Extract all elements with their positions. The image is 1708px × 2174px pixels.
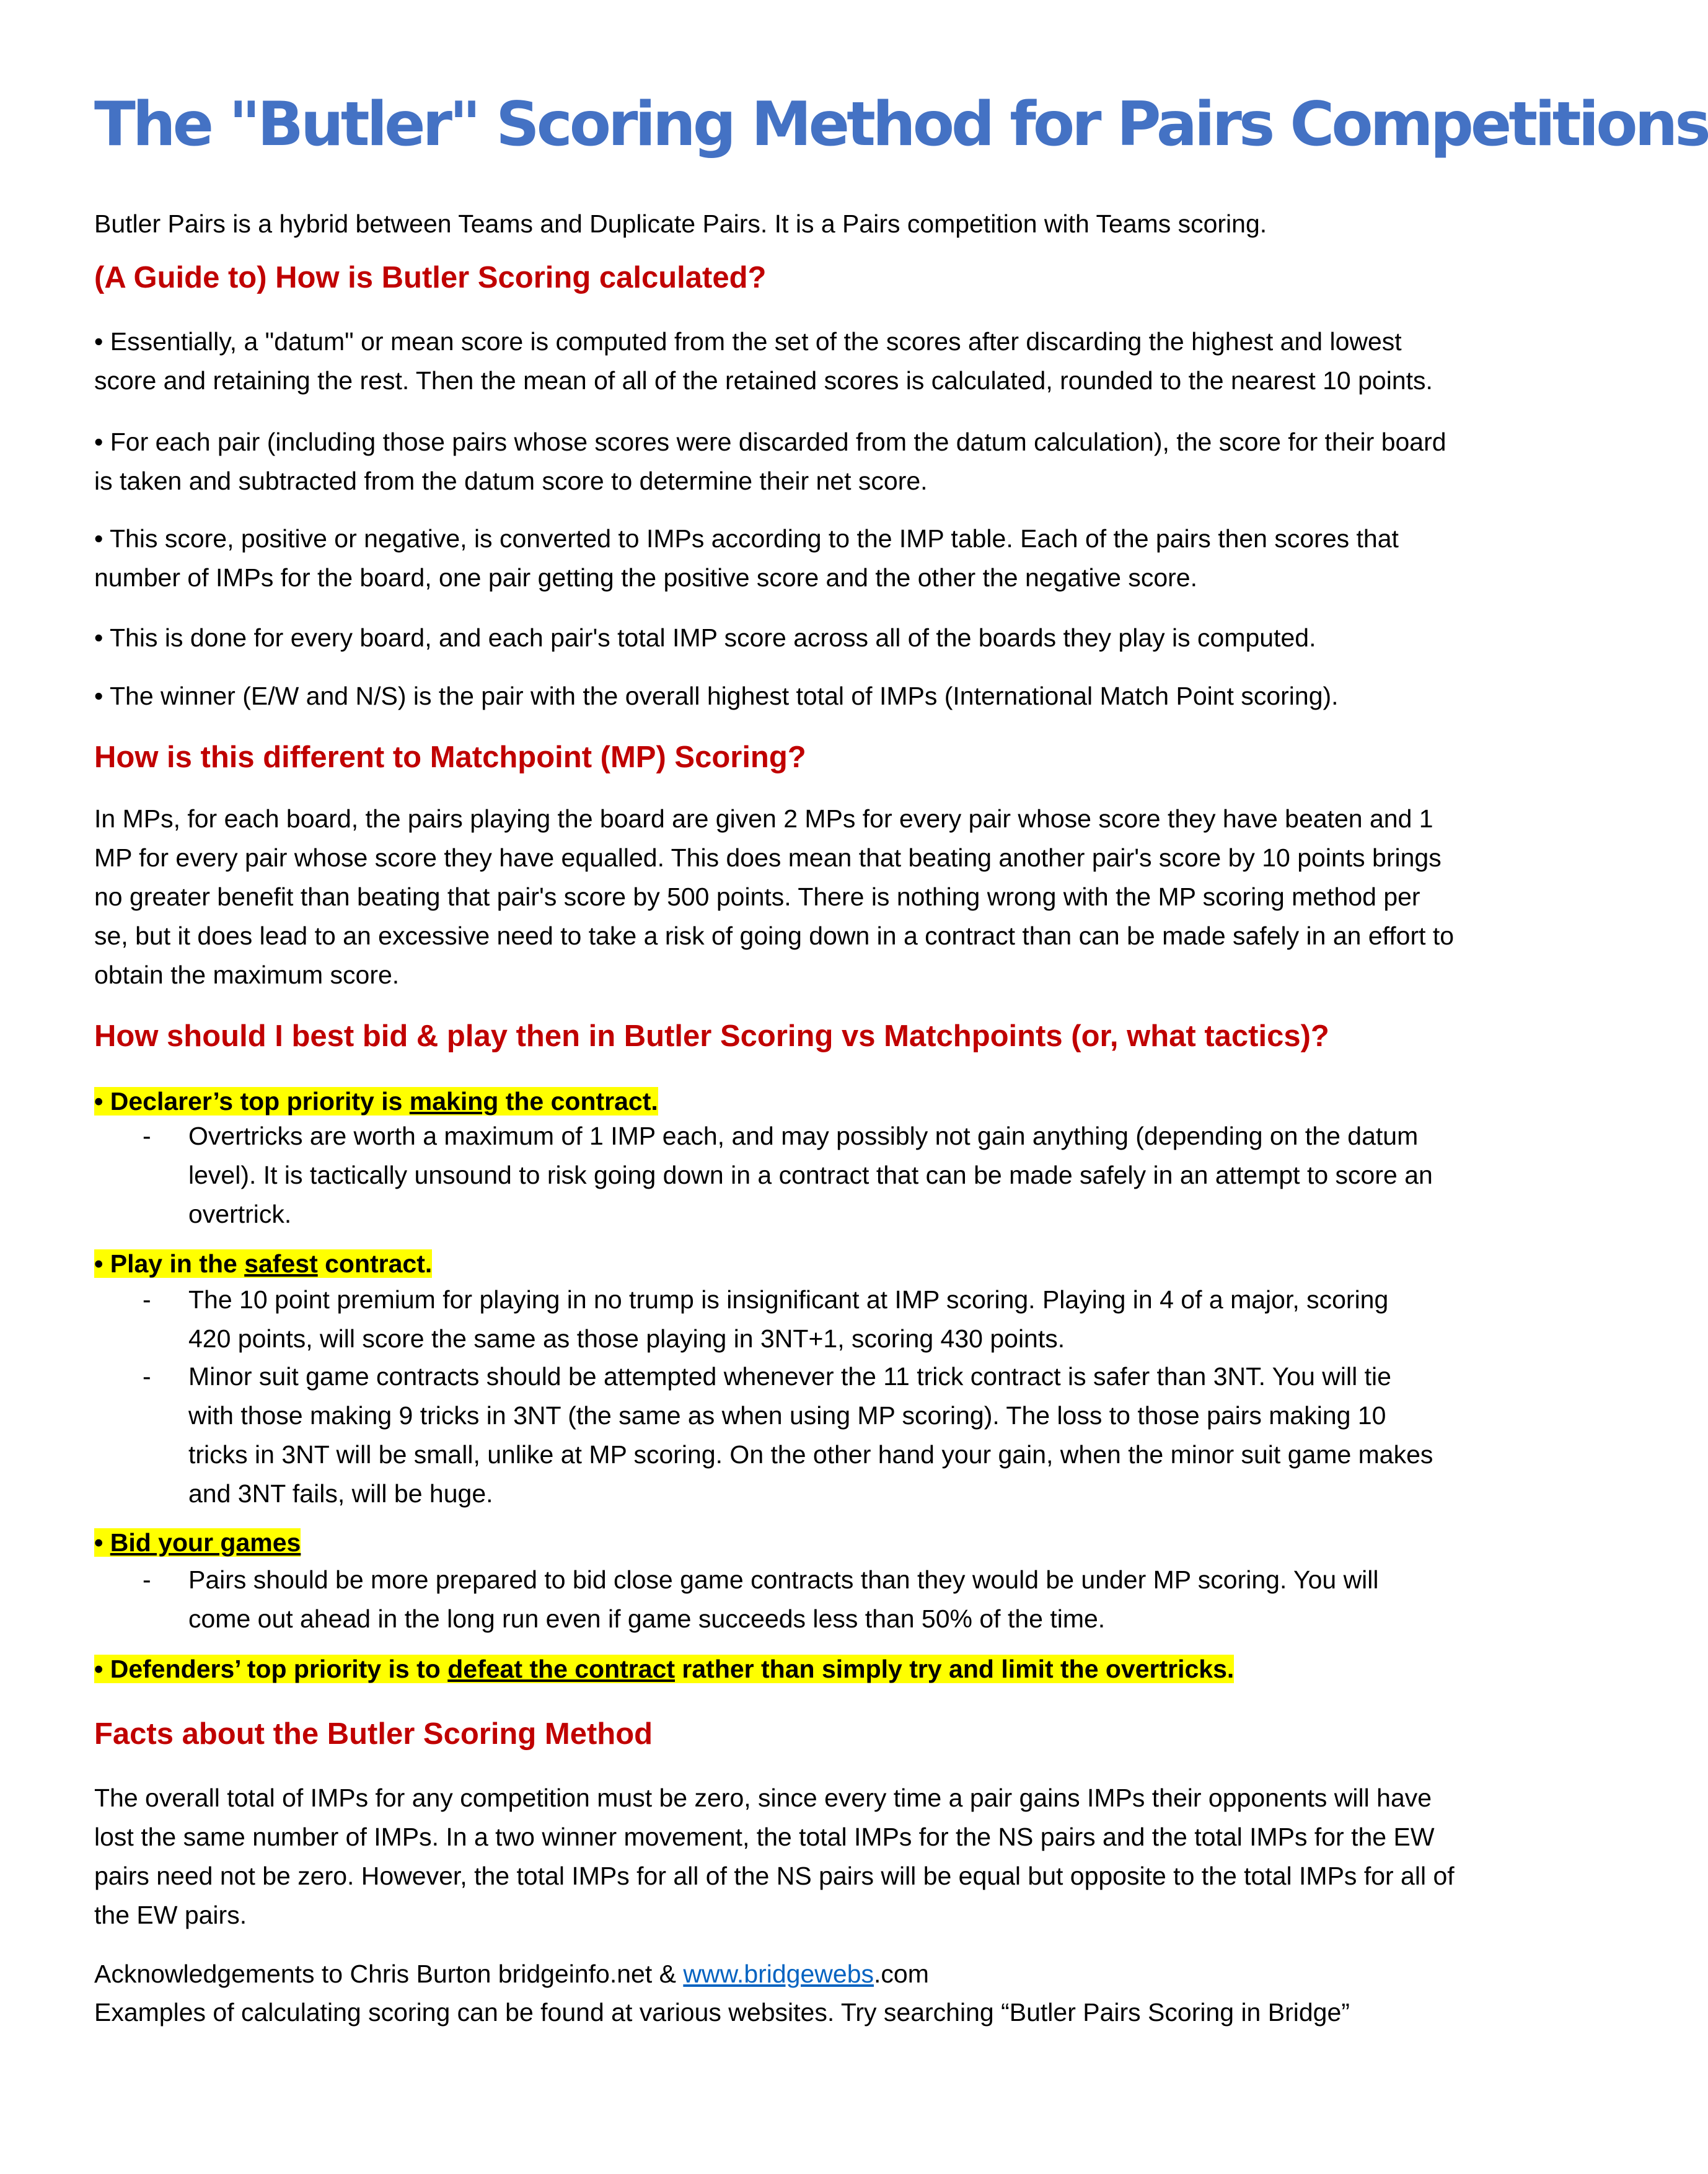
bullet-winner: • The winner (E/W and N/S) is the pair with the overall highest total of IMPs (International Match Point scoring).: [94, 682, 1339, 710]
tip-declarer-priority: [94, 1083, 1458, 1119]
tip-defenders-priority: [94, 1651, 1458, 1687]
facts-paragraph: The overall total of IMPs for any competition must be zero, since every time a pair gains IMPs their opponents will have lost the same number of IMPs. In a two winner movement, the total IMPs for the NS pairs and the total IMPs for the EW pairs need not be zero. However, the total IMPs for all of the NS pairs will be equal but opposite to the total IMPs for all of the EW pairs.: [94, 1784, 1455, 1929]
list-item: - Minor suit game contracts should be attempted whenever the 11 trick contract is safer than 3NT. You will tie with those making 9 tricks in 3NT (the same as when using MP scoring). The loss to those pairs making 10 tricks in 3NT will be small, unlike at MP scoring. On the other hand your gain, when the minor suit game makes and 3NT fails, will be huge.: [143, 1357, 1438, 1513]
bullet-net-score: • For each pair (including those pairs whose scores were discarded from the datum calculation), the score for their board is taken and subtracted from the datum score to determine their net score.: [94, 428, 1446, 495]
dash-bullet: -: [143, 1285, 151, 1314]
intro-paragraph: Butler Pairs is a hybrid between Teams and Duplicate Pairs. It is a Pairs competition with Teams scoring.: [94, 209, 1267, 238]
acknowledgements: Acknowledgements to Chris Burton bridgeinfo.net & www.bridgewebs.com: [94, 1960, 929, 1988]
highlight: • Bid your games: [94, 1528, 301, 1557]
list-item: - Overtricks are worth a maximum of 1 IMP each, and may possibly not gain anything (depending on the datum level). It is tactically unsound to risk going down in a contract that can be made safely in an attempt to score an overtrick.: [143, 1117, 1438, 1234]
dash-bullet: -: [143, 1565, 151, 1594]
section-heading-matchpoint: How is this different to Matchpoint (MP) Scoring?: [94, 741, 806, 774]
tip-bid-games: [94, 1525, 1458, 1560]
page-title: The "Butler" Scoring Method for Pairs Competitions: [94, 89, 1708, 160]
highlight: • Defenders’ top priority is to defeat the contract rather than simply try and limit the overtricks.: [94, 1655, 1235, 1683]
list-item: - Pairs should be more prepared to bid close game contracts than they would be under MP scoring. You will come out ahead in the long run even if game succeeds less than 50% of the time.: [143, 1560, 1438, 1639]
examples-note: Examples of calculating scoring can be found at various websites. Try searching “Butler Pairs Scoring in Bridge”: [94, 1998, 1350, 2027]
dash-bullet: -: [143, 1122, 151, 1150]
section-heading-calculation: (A Guide to) How is Butler Scoring calculated?: [94, 261, 767, 294]
bridgewebs-link[interactable]: www.bridgewebs: [683, 1960, 874, 1988]
matchpoint-paragraph: In MPs, for each board, the pairs playing the board are given 2 MPs for every pair whose score they have beaten and 1 MP for every pair whose score they have equalled. This does mean that beating another pair's score by 10 points brings no greater benefit than beating that pair's score by 500 points. There is nothing wrong with the MP scoring method per se, but it does lead to an excessive need to take a risk of going down in a contract than can be made safely in an effort to obtain the maximum score.: [94, 804, 1455, 989]
tip-safest-contract: [94, 1246, 1458, 1282]
bullet-imp-conversion: • This score, positive or negative, is converted to IMPs according to the IMP table. Each of the pairs then scores that number of IMPs for the board, one pair getting the positive score and the other the negative score.: [94, 524, 1399, 592]
dash-bullet: -: [143, 1362, 151, 1391]
bullet-every-board: • This is done for every board, and each pair's total IMP score across all of the boards they play is computed.: [94, 623, 1316, 652]
section-heading-facts: Facts about the Butler Scoring Method: [94, 1717, 653, 1751]
bullet-datum: • Essentially, a "datum" or mean score is computed from the set of the scores after discarding the highest and lowest score and retaining the rest. Then the mean of all of the retained scores is calculated, rounded to the nearest 10 points.: [94, 327, 1433, 395]
highlight: • Play in the safest contract.: [94, 1249, 433, 1278]
highlight: • Declarer’s top priority is making the contract.: [94, 1087, 658, 1116]
list-item: - The 10 point premium for playing in no trump is insignificant at IMP scoring. Playing in 4 of a major, scoring 420 points, will score the same as those playing in 3NT+1, scoring 430 points.: [143, 1280, 1438, 1358]
section-heading-tactics: How should I best bid & play then in Butler Scoring vs Matchpoints (or, what tactics)?: [94, 1019, 1329, 1053]
